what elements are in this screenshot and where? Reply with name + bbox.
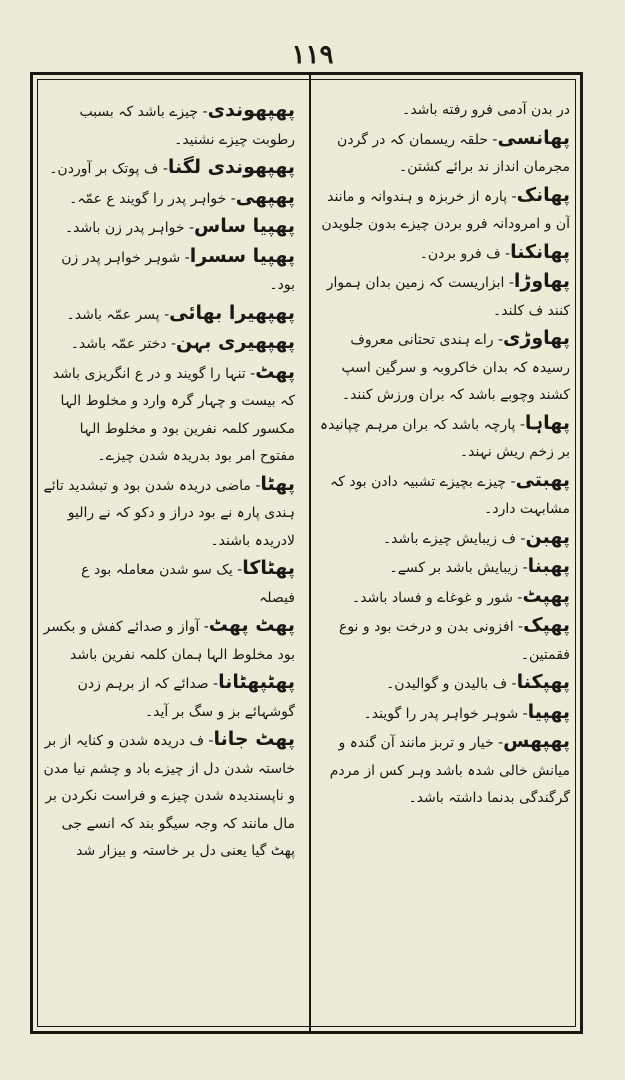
entry-definition: - یک سو شدن معاملہ بود ع فیصلہ	[81, 562, 295, 606]
entry-headword: پھٹپھٹانا	[218, 671, 295, 693]
entry-definition: - خیار و تربز مانند آن گندہ و میانش خالی شدہ باشد وہر کس از مردم گرگندگی بدنما داشتہ باشد۔	[329, 735, 570, 806]
page-frame	[30, 72, 583, 1034]
dictionary-entry	[43, 555, 295, 612]
entry-headword: پھاوڑی	[503, 327, 570, 349]
entry-headword: پھپٹ	[522, 584, 570, 607]
entry-definition: - شور و غوغاے و فساد باشد۔	[351, 589, 523, 606]
entry-headword: پھبنا	[527, 555, 570, 577]
entry-headword: پھپیا سسرا	[189, 244, 295, 267]
entry-definition: - دختر عمّہ باشد۔	[70, 336, 177, 352]
dictionary-entry	[316, 728, 570, 813]
entry-headword: پھبن	[525, 525, 570, 548]
entry-headword: پھپیا	[527, 700, 570, 723]
dictionary-entry	[316, 125, 570, 182]
dictionary-entry	[316, 325, 570, 410]
dictionary-entry	[43, 329, 295, 359]
entry-definition: - ف بالیدن و گوالیدن۔	[386, 676, 517, 692]
entry-definition: - حلقہ ریسمان کہ در گردن مجرمان انداز ند برائے کشتن۔	[337, 131, 570, 175]
entry-definition: - چیزے بچیزے تشبیہ دادن بود کہ مشابہت دارد۔	[330, 473, 570, 517]
entry-definition: - ف دریدہ شدن و کنایہ از بر خاستہ شدن دل از چیزے باد و چشم نیا مدن و ناپسندیدہ شدن چیزے و فراست نکردن بر مال مانند کہ وجہ سیگو بند کہ انسے جی پھٹ گیا یعنی دل بر خاستہ و بیزار شد	[43, 733, 295, 859]
dictionary-entry	[316, 182, 570, 239]
dictionary-entry	[43, 359, 295, 471]
entry-definition: - شوہر خواہر پدر را گویند۔	[363, 705, 528, 722]
entry-definition: - زیبایش باشد بر کسے۔	[389, 560, 528, 576]
entry-definition: - ف فرو بردن۔	[419, 245, 511, 262]
entry-headword: پھٹاکا	[242, 557, 295, 579]
dictionary-entry	[316, 239, 570, 269]
dictionary-entry	[43, 184, 295, 214]
dictionary-entry	[316, 268, 570, 325]
entry-headword: پھپھیری بہن	[176, 331, 295, 353]
dictionary-entry	[43, 97, 295, 154]
entry-headword: پھپکنا	[516, 671, 570, 693]
entry-headword: پھپھیرا بھائی	[169, 301, 295, 324]
dictionary-entry	[43, 154, 295, 184]
entry-definition: - ف پوتک بر آوردن۔	[49, 161, 168, 177]
entry-headword: پھپک	[523, 614, 570, 636]
dictionary-entry	[316, 467, 570, 524]
dictionary-entry	[43, 726, 295, 866]
right-column	[316, 97, 570, 1017]
dictionary-entry	[316, 97, 570, 125]
entry-definition: - ابزاریست کہ زمین بدان ہموار کنند ف کلند۔	[326, 275, 570, 319]
entry-definition: - پسر عمّہ باشد۔	[66, 306, 170, 323]
dictionary-entry	[43, 213, 295, 243]
column-divider	[309, 75, 311, 1031]
entry-definition: در بدن آدمی فرو رفته باشد۔	[402, 102, 570, 118]
entry-headword: پھپیا ساس	[194, 215, 295, 237]
dictionary-entry	[316, 583, 570, 613]
dictionary-entry	[316, 553, 570, 583]
entry-definition: - تنہا را گویند و در ع انگریزی باشد کہ بیست و چہار گرہ وارد و مخلوط الہا مکسور کلمہ نفرین بود و مخلوط الہا مفتوح امر بود بدریدہ شدن چیزے۔	[52, 365, 295, 464]
dictionary-entry	[316, 410, 570, 467]
entry-headword: پھانک	[516, 183, 570, 206]
entry-definition: - چیزے باشد کہ بسبب رطوبت چیزے نشنید۔	[79, 104, 295, 148]
entry-headword: پھانکنا	[510, 240, 570, 263]
entry-headword: پھپھوندی	[207, 99, 295, 121]
entry-definition: - پارہ از خربزہ و ہندوانہ و مانند آن و امرودانہ فرو بردن چیزے بدون جلویدن	[321, 188, 570, 232]
entry-headword: پھٹ جانا	[213, 728, 295, 750]
entry-headword: پھپھس	[503, 730, 570, 752]
entry-headword: پھپھوندی لگنا	[167, 156, 295, 178]
entry-definition: - آواز و صدائے کفش و بکسر بود مخلوط الہا ہمان کلمہ نفرین باشد	[43, 619, 295, 663]
entry-definition: - افزونی بدن و درخت بود و نوع فقمتین۔	[338, 619, 570, 663]
entry-definition: - خواہر پدر زن باشد۔	[64, 220, 195, 236]
entry-headword: پھٹ پھٹ	[208, 614, 295, 636]
entry-definition: - صدائے کہ از برہم زدن گوشہائے بز و سگ بر آید۔	[77, 676, 295, 720]
entry-definition: - پارچہ باشد کہ بران مرہم چپانیدہ بر زخم ریش نہند۔	[319, 416, 570, 460]
dictionary-entry	[316, 699, 570, 729]
dictionary-entry	[316, 524, 570, 554]
dictionary-entry	[316, 669, 570, 699]
entry-definition: - ف زیبایش چیزے باشد۔	[382, 530, 526, 547]
entry-headword: پھاہا	[524, 411, 570, 434]
entry-headword: پھاوڑا	[513, 270, 570, 292]
dictionary-entry	[43, 471, 295, 556]
dictionary-entry	[43, 669, 295, 726]
dictionary-entry	[43, 300, 295, 330]
left-column	[43, 97, 295, 1017]
dictionary-entry	[43, 243, 295, 300]
entry-definition: - خواہر پدر را گویند ع عمّہ۔	[69, 190, 236, 207]
entry-headword: پھبتی	[515, 468, 570, 491]
page-number: ۱۱۹	[291, 40, 334, 70]
entry-definition: - راے ہندی تحتانی معروف رسیدہ کہ بدان خاکروبہ و سرگین اسپ کشند وچوبے باشد کہ بران ورزش کنند۔	[341, 332, 570, 403]
entry-definition: - شوہر خواہر پدر زن بود۔	[61, 249, 295, 293]
entry-headword: پھٹ	[255, 360, 295, 383]
entry-definition: - ماضی دریدہ شدن بود و تبشدید تائے ہندی پارہ نے بود دراز و دکو کہ نے رالیو لادریدہ باشند۔	[43, 477, 295, 549]
entry-headword: پھٹا	[260, 472, 295, 495]
entry-headword: پھانسی	[497, 126, 570, 149]
entry-headword: پھپھی	[235, 185, 295, 208]
dictionary-entry	[316, 612, 570, 669]
dictionary-entry	[43, 612, 295, 669]
